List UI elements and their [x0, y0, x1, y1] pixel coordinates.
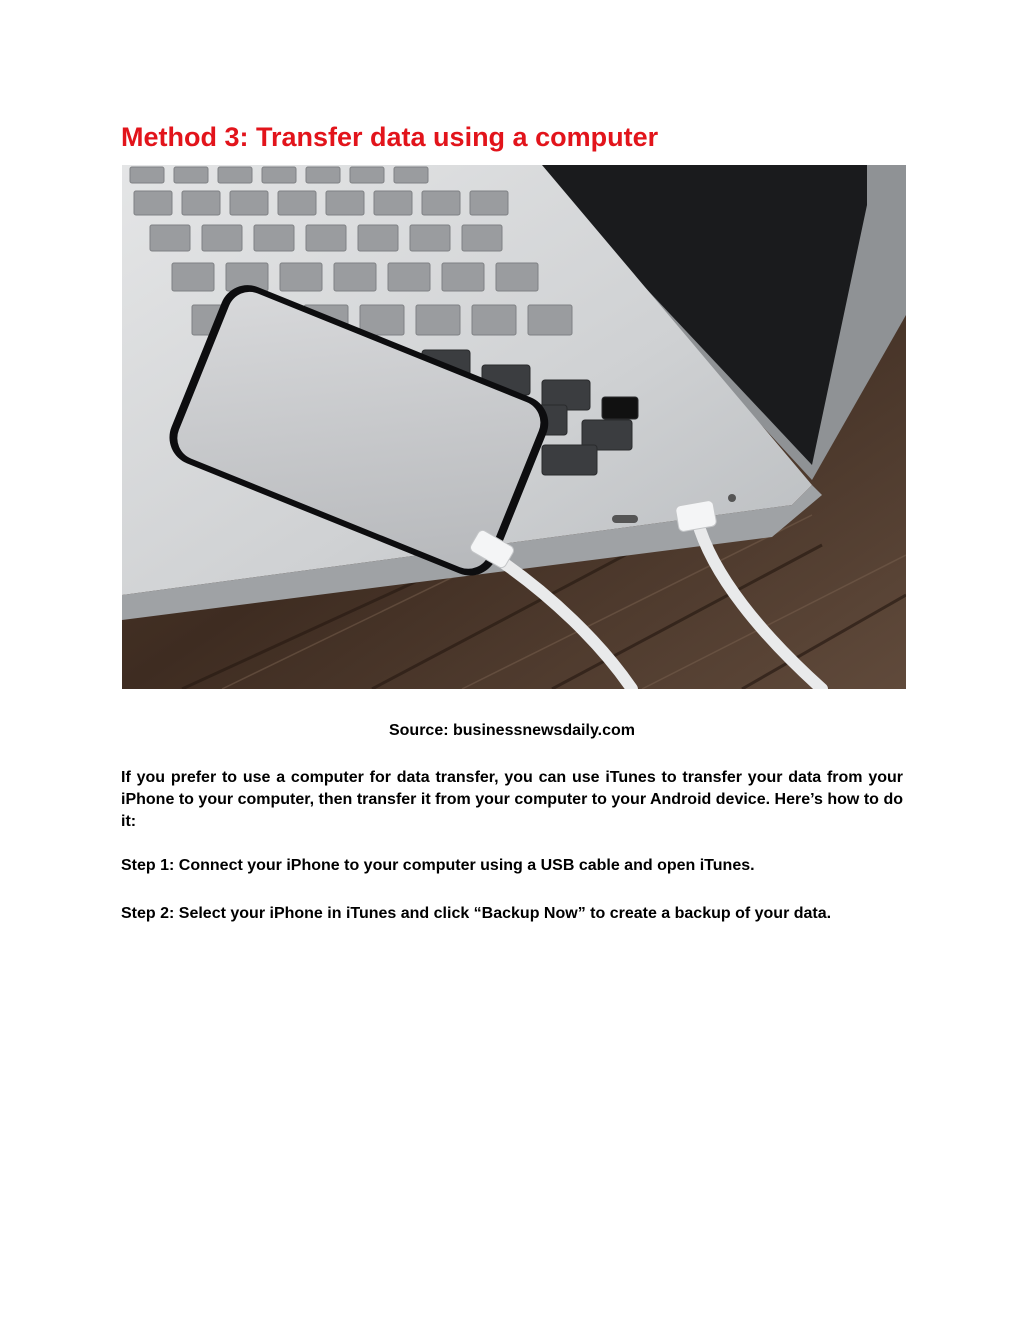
intro-paragraph: If you prefer to use a computer for data transfer, you can use iTunes to transfer your data from your iPhone to your computer, then transfer it from your computer to your Android device. Here’s how to do it: [121, 769, 903, 830]
laptop-phone-photo [122, 165, 906, 689]
page-title: Method 3: Transfer data using a computer [121, 122, 659, 152]
step-1: Step 1: Connect your iPhone to your computer using a USB cable and open iTunes. [121, 857, 755, 874]
image-source-caption: Source: businessnewsdaily.com [388, 722, 635, 739]
step-2: Step 2: Select your iPhone in iTunes and click “Backup Now” to create a backup of your data. [121, 905, 832, 922]
